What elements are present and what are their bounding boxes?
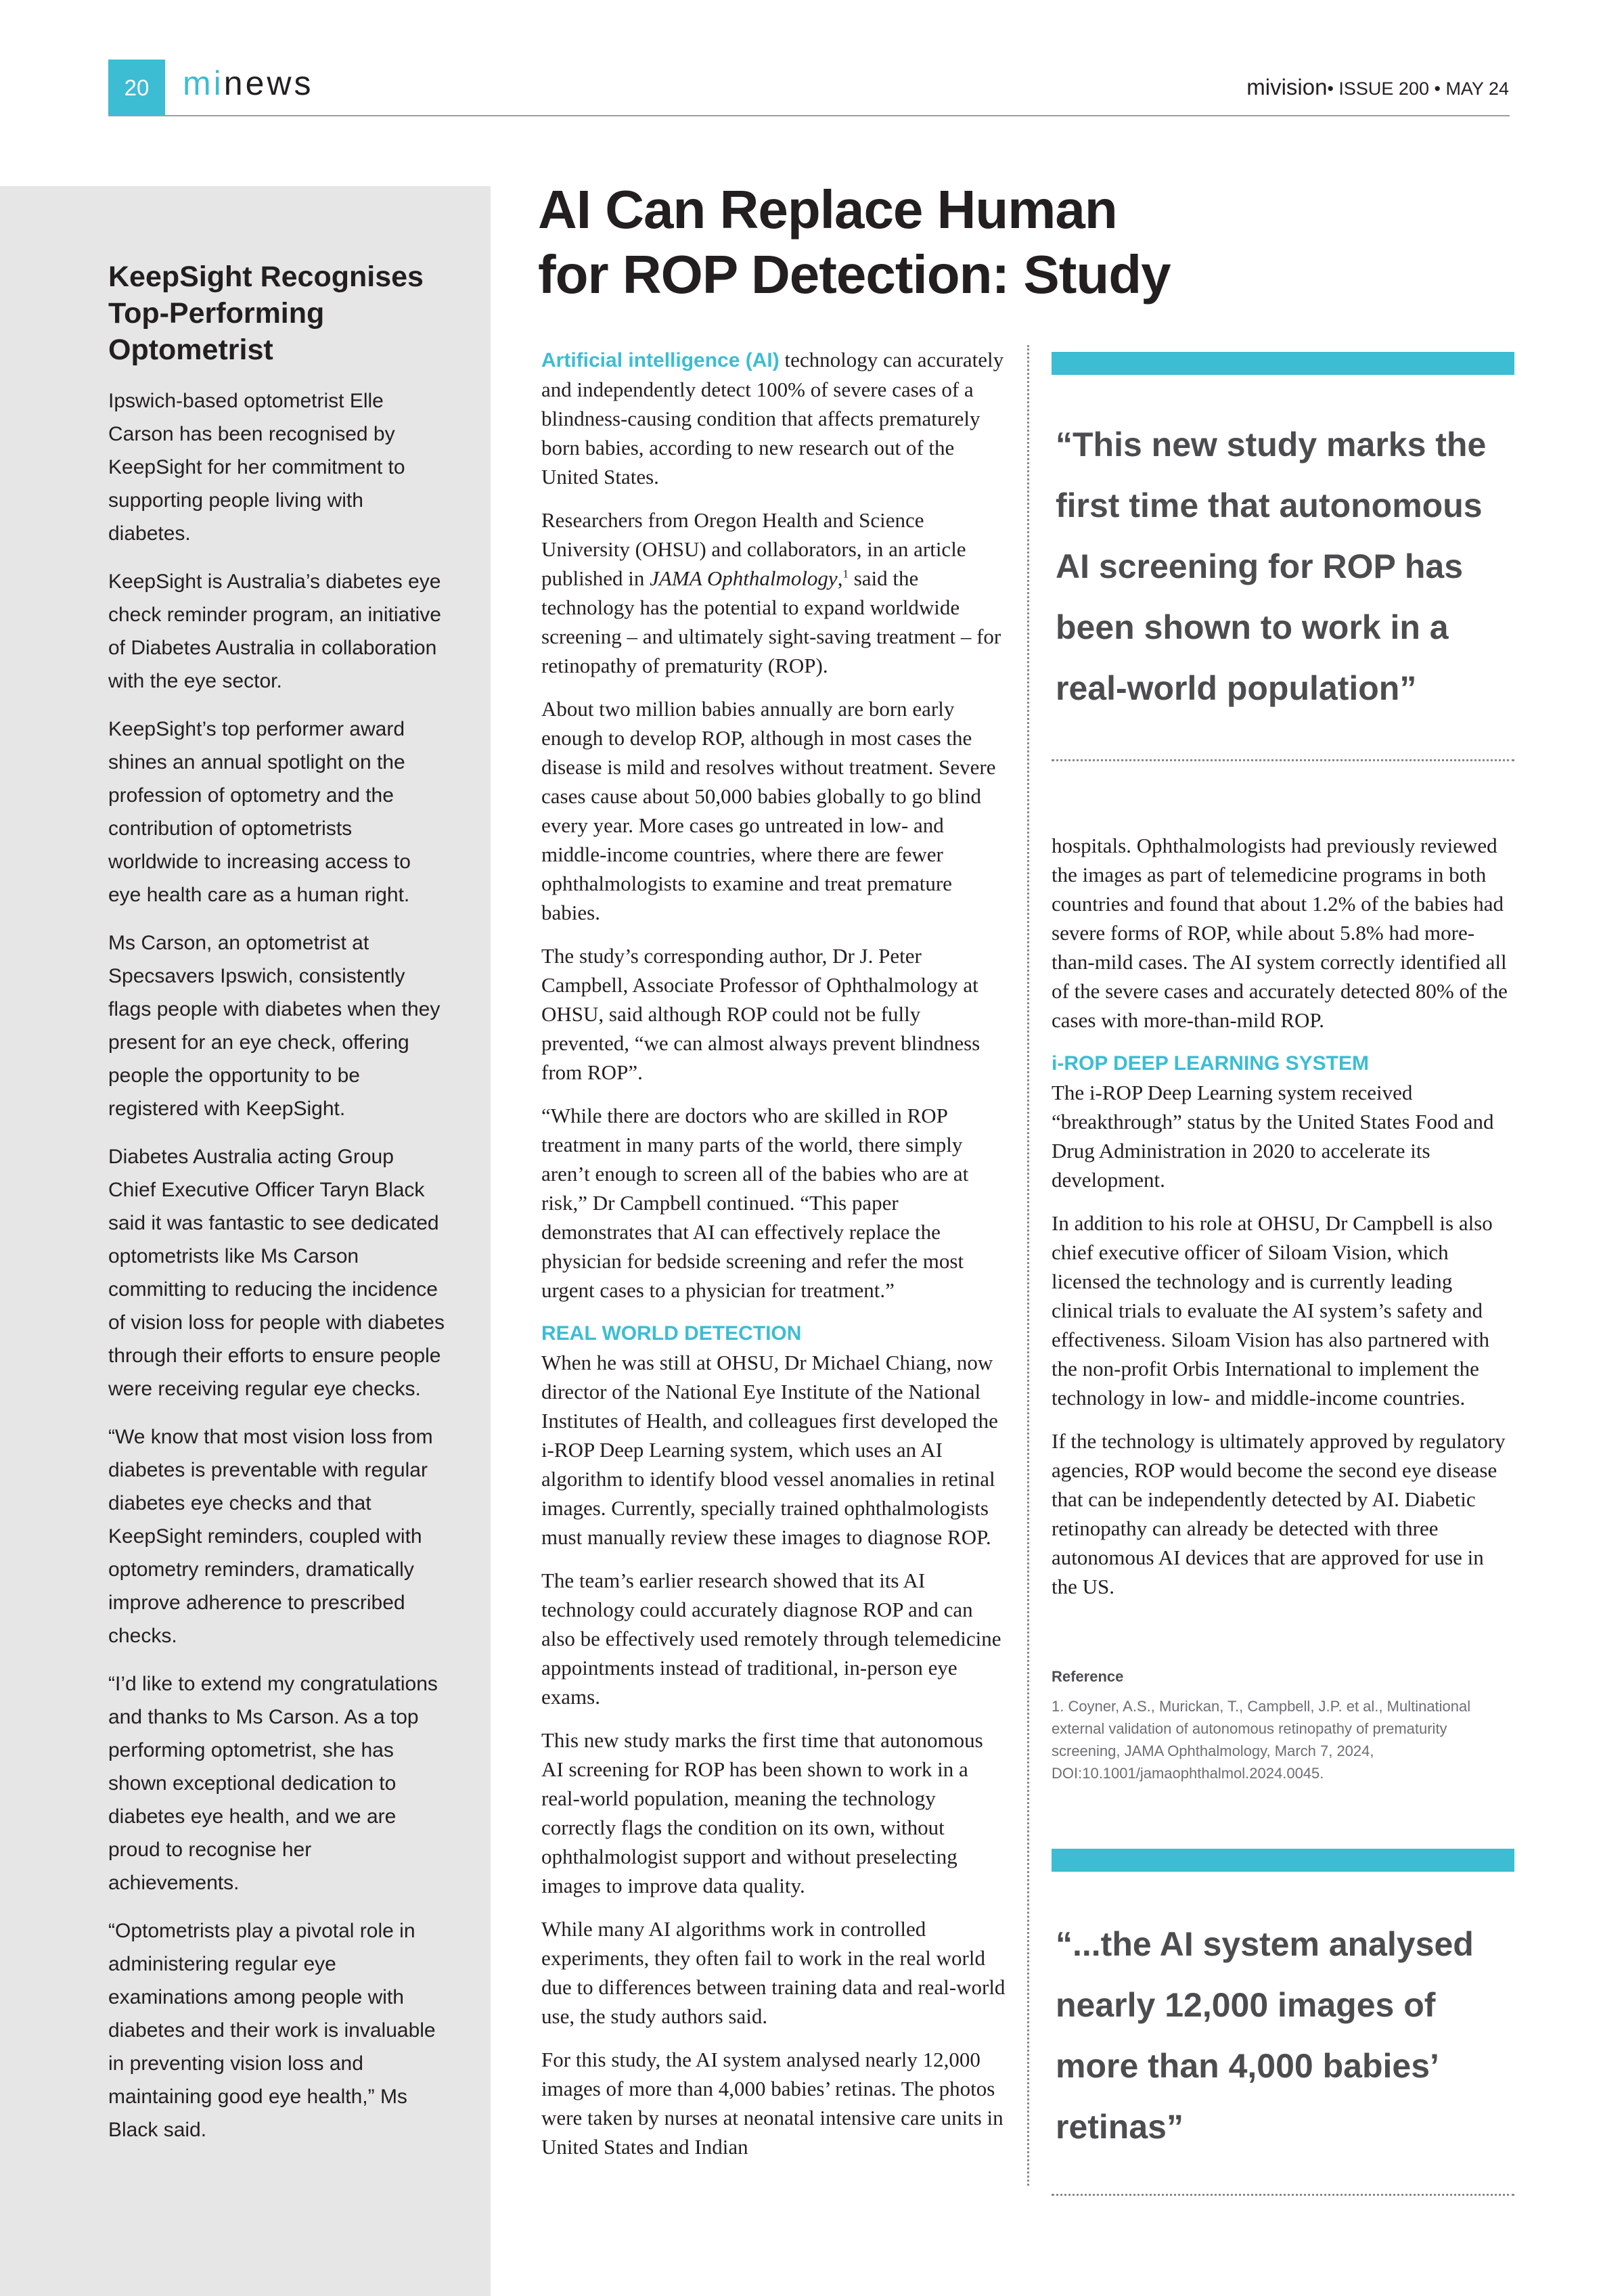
article-paragraph: Artificial intelligence (AI) technology can accurately and independently detect 100% of severe cases of a blindness-causing condition that affects prematurely born babies, according to new research out of the United States. — [541, 348, 1004, 489]
sidebar-paragraph: KeepSight’s top performer award shines an annual spotlight on the profession of optometry and the contribution of optometrists worldwide to increasing access to eye health care as a human right. — [108, 718, 411, 906]
article-paragraph: When he was still at OHSU, Dr Michael Chiang, now director of the National Eye Institute of the National Institutes of Health, and colleagues first developed the i-ROP Deep Learning system, which uses an AI algorithm to identify blood vessel anomalies in retinal images. Currently, specially trained ophthalmologists must manually review these images to diagnose ROP. — [541, 1351, 998, 1549]
article-paragraph: The study’s corresponding author, Dr J. Peter Campbell, Associate Professor of Ophthalmology at OHSU, said although ROP could not be fully prevented, “we can almost always prevent blindness from ROP”. — [541, 944, 980, 1084]
sidebar-paragraph: Ipswich-based optometrist Elle Carson has been recognised by KeepSight for her commitment to supporting people living with diabetes. — [108, 390, 405, 545]
article-paragraph: “While there are doctors who are skilled in ROP treatment in many parts of the world, there simply aren’t enough to screen all of the babies who are at risk,” Dr Campbell continued. “This paper demonstrates that AI can effectively replace the physician for bedside screening and refer the most urgent cases to a physician for treatment.” — [541, 1104, 969, 1302]
sidebar-paragraph: KeepSight is Australia’s diabetes eye check reminder program, an initiative of Diabetes Australia in collaboration with the eye sector. — [108, 570, 441, 692]
reference-text: 1. Coyner, A.S., Murickan, T., Campbell, J.P. et al., Multinational external validation of autonomous retinopathy of prematurity screening, JAMA Ophthalmology, March 7, 2024, DOI:10.1001/jamaophthalmol.2024.0045. — [1052, 1698, 1471, 1782]
sidebar-body — [108, 384, 447, 2161]
article-paragraph: About two million babies annually are born early enough to develop ROP, although in most cases the disease is mild and resolves without treatment. Severe cases cause about 50,000 babies globally to go blind every year. More cases go untreated in low- and middle-income countries, where there are fewer ophthalmologists to examine and treat premature babies. — [541, 697, 996, 924]
subheading-real-world: REAL WORLD DETECTION — [541, 1322, 802, 1345]
sidebar-paragraph: Diabetes Australia acting Group Chief Executive Officer Taryn Black said it was fantastic to see dedicated optometrists like Ms Carson committing to reducing the incidence of vision loss for people with diabetes through their efforts to ensure people were receiving regular eye checks. — [108, 1146, 445, 1400]
article-paragraph: For this study, the AI system analysed nearly 12,000 images of more than 4,000 babies’ retinas. The photos were taken by nurses at neonatal intensive care units in United States and Indian — [541, 2048, 1003, 2159]
section-name — [183, 64, 314, 103]
pull-quote-1: “This new study marks the first time that autonomous AI screening for ROP has been shown to work in a real-world population” — [1056, 426, 1487, 707]
article-paragraph: In addition to his role at OHSU, Dr Campbell is also chief executive officer of Siloam Vision, which licensed the technology and is currently leading clinical trials to evaluate the AI system’s safety and effectiveness. Siloam Vision has also partnered with the non-profit Orbis International to implement the technology in low- and middle-income countries. — [1052, 1211, 1493, 1410]
footnote-marker: 1 — [842, 567, 849, 581]
sidebar-paragraph: “I’d like to extend my congratulations and thanks to Ms Carson. As a top performing optometrist, she has shown exceptional dedication to diabetes eye health, and we are proud to recognise her achievements. — [108, 1673, 438, 1894]
page-number: 20 — [108, 60, 165, 116]
section-suffix: news — [223, 64, 314, 102]
publication-name: mivision — [1246, 74, 1328, 99]
article-paragraph: While many AI algorithms work in controlled experiments, they often fail to work in the real world due to differences between training data and real-world use, the study authors said. — [541, 1917, 1006, 2028]
sidebar-paragraph: “We know that most vision loss from diabetes is preventable with regular diabetes eye checks and that KeepSight reminders, coupled with optometry reminders, dramatically improve adherence to prescribed checks. — [108, 1426, 433, 1647]
column-divider — [1027, 345, 1029, 2186]
issue-text: • ISSUE 200 • MAY 24 — [1327, 78, 1509, 99]
sidebar-paragraph: Ms Carson, an optometrist at Specsavers Ipswich, consistently flags people with diabetes when they present for an eye check, offering people the opportunity to be registered with KeepSight. — [108, 932, 441, 1120]
issue-info — [1246, 74, 1509, 100]
article-headline — [538, 177, 1485, 307]
headline-line-1: AI Can Replace Human — [538, 179, 1117, 240]
lead-term: Artificial intelligence (AI) — [541, 349, 780, 372]
article-paragraph: This new study marks the first time that autonomous AI screening for ROP has been shown to work in a real-world population, meaning the technology correctly flags the condition on its own, without ophthalmologist support and without preselecting images to improve data quality. — [541, 1728, 983, 1897]
article-column-right — [1052, 831, 1512, 1615]
reference-title: Reference — [1052, 1668, 1124, 1685]
pull-quote-rule — [1052, 759, 1514, 761]
article-paragraph: hospitals. Ophthalmologists had previously reviewed the images as part of telemedicine programs in both countries and found that about 1.2% of the babies had severe forms of ROP, while about 5.8% had more-than-mild cases. The AI system correctly identified all of the severe cases and accurately detected 80% of the cases with more-than-mild ROP. — [1052, 834, 1508, 1032]
article-paragraph: The team’s earlier research showed that its AI technology could accurately diagnose ROP and can also be effectively used remotely through telemedicine appointments instead of traditional, in-person eye exams. — [541, 1569, 1001, 1709]
article-paragraph: The i-ROP Deep Learning system received “breakthrough” status by the United States Food and Drug Administration in 2020 to accelerate its development. — [1052, 1081, 1494, 1192]
pull-quote-bar — [1052, 352, 1514, 375]
subheading-irop: i-ROP DEEP LEARNING SYSTEM — [1052, 1052, 1369, 1075]
section-prefix: mi — [183, 64, 224, 102]
sidebar-title: KeepSight Recognises Top-Performing Optometrist — [108, 261, 424, 366]
article-column-middle — [541, 345, 1008, 2176]
article-paragraph: If the technology is ultimately approved by regulatory agencies, ROP would become the second eye disease that can be independently detected by AI. Diabetic retinopathy can already be detected with three autonomous AI devices that are approved for use in the US. — [1052, 1429, 1506, 1598]
pull-quote-rule — [1052, 2194, 1514, 2196]
journal-name: JAMA Ophthalmology — [650, 566, 838, 590]
reference-block — [1052, 1668, 1512, 1784]
pull-quote-2: “...the AI system analysed nearly 12,000 images of more than 4,000 babies’ retinas” — [1056, 1925, 1474, 2146]
pull-quote-bar — [1052, 1849, 1514, 1872]
headline-line-2: for ROP Detection: Study — [538, 244, 1171, 305]
article-paragraph: Researchers from Oregon Health and Science University (OHSU) and collaborators, in an article published in JAMA Ophthalmology,$^1$ said the technology has the potential to expand worldwide screening – and ultimately sight-saving treatment – for retinopathy of prematurity (ROP). — [541, 508, 1001, 677]
header-rule — [108, 115, 1510, 116]
sidebar-paragraph: “Optometrists play a pivotal role in administering regular eye examinations among people with diabetes and their work is invaluable in preventing vision loss and maintaining good eye health,” Ms Black said. — [108, 1920, 436, 2141]
